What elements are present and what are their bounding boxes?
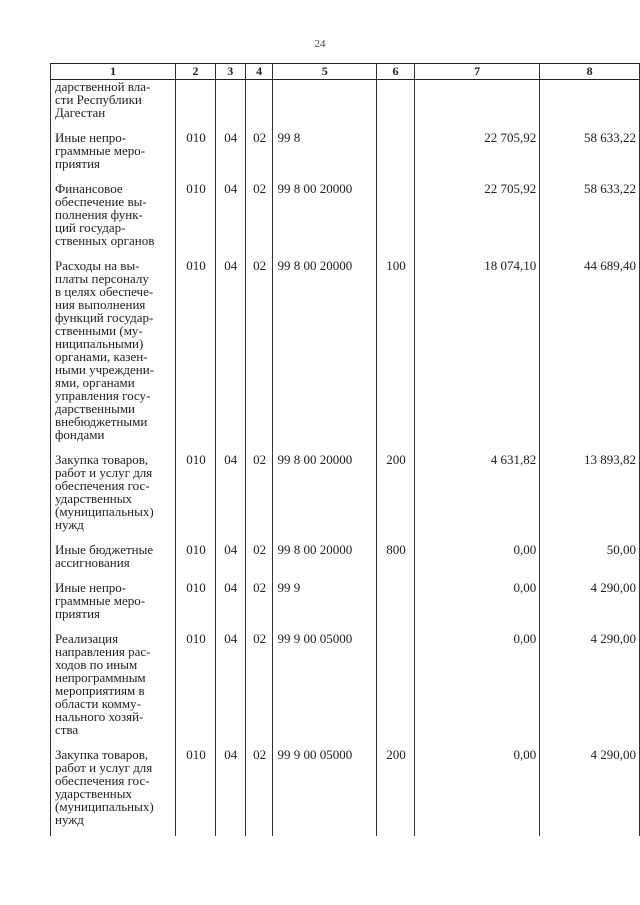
expense-name-cell	[51, 170, 176, 247]
col-target-article: 99 8 00 20000	[273, 441, 377, 531]
expense-name-line: обеспечение вы-	[55, 194, 147, 209]
col-amount-8: 50,00	[540, 531, 640, 569]
col-expense-type	[377, 620, 415, 736]
expense-name-line: ций государ-	[55, 220, 126, 235]
expense-name-line: работ и услуг для	[55, 760, 153, 775]
col-amount-7: 4 631,82	[414, 441, 539, 531]
expense-name-line: приятия	[55, 156, 101, 171]
expense-name-line: функций государ-	[55, 310, 154, 325]
col-section: 010	[176, 441, 215, 531]
expense-name-line: сти Республики	[55, 92, 142, 107]
expense-name-line: дарственными	[55, 401, 135, 416]
expense-name-line: ственных органов	[55, 233, 155, 248]
col-expense-type: 200	[377, 441, 415, 531]
col-amount-7	[414, 80, 539, 120]
col-item: 02	[245, 569, 273, 620]
col-amount-8: 44 689,40	[540, 247, 640, 441]
col-amount-7: 0,00	[414, 620, 539, 736]
col-target-article: 99 9	[273, 569, 377, 620]
budget-table	[50, 63, 640, 836]
expense-name-line: внебюджетными	[55, 414, 148, 429]
table-row	[51, 620, 640, 736]
expense-name-line: в целях обеспече-	[55, 284, 154, 299]
header-row	[51, 64, 640, 80]
table-row	[51, 736, 640, 836]
expense-name-line: ями, органами	[55, 375, 135, 390]
col-target-article: 99 8 00 20000	[273, 247, 377, 441]
col-subsection: 04	[215, 531, 245, 569]
col-amount-7: 18 074,10	[414, 247, 539, 441]
col-section: 010	[176, 247, 215, 441]
col-amount-8: 13 893,82	[540, 441, 640, 531]
expense-name-line: платы персоналу	[55, 271, 149, 286]
col-target-article: 99 8 00 20000	[273, 170, 377, 247]
col-expense-type: 800	[377, 531, 415, 569]
table-row	[51, 441, 640, 531]
col-amount-7: 0,00	[414, 569, 539, 620]
expense-name-line: Закупка товаров,	[55, 452, 149, 467]
col-amount-7: 0,00	[414, 736, 539, 836]
col-amount-8: 58 633,22	[540, 119, 640, 170]
expense-name-line: граммные меро-	[55, 143, 146, 158]
expense-name-line: Дагестан	[55, 105, 106, 120]
expense-name-line: фондами	[55, 427, 105, 442]
expense-name-line: Иные непро-	[55, 580, 127, 595]
header-col-3: 3	[215, 64, 245, 80]
expense-name-line: непрограммным	[55, 670, 146, 685]
table-row	[51, 119, 640, 170]
col-expense-type	[377, 569, 415, 620]
expense-name-line: (муниципальных)	[55, 799, 154, 814]
expense-name-line: управления госу-	[55, 388, 151, 403]
expense-name-cell	[51, 736, 176, 836]
expense-name-line: ства	[55, 722, 79, 737]
expense-name-cell	[51, 80, 176, 120]
expense-name-cell	[51, 441, 176, 531]
table-row	[51, 170, 640, 247]
expense-name-line: области комму-	[55, 696, 141, 711]
header-col-8: 8	[540, 64, 640, 80]
table-row	[51, 247, 640, 441]
expense-name-cell	[51, 569, 176, 620]
header-col-2: 2	[176, 64, 215, 80]
expense-name-cell	[51, 531, 176, 569]
col-expense-type	[377, 170, 415, 247]
col-expense-type: 200	[377, 736, 415, 836]
col-section	[176, 80, 215, 120]
expense-name-line: Иные бюджетные	[55, 542, 154, 557]
col-subsection: 04	[215, 441, 245, 531]
col-target-article: 99 9 00 05000	[273, 620, 377, 736]
table-row	[51, 569, 640, 620]
col-amount-8: 58 633,22	[540, 170, 640, 247]
col-subsection: 04	[215, 119, 245, 170]
expense-name-line: ными учреждени-	[55, 362, 155, 377]
col-item: 02	[245, 441, 273, 531]
expense-name-line: нального хозяй-	[55, 709, 144, 724]
header-col-7: 7	[414, 64, 539, 80]
expense-name-cell	[51, 620, 176, 736]
col-target-article: 99 8	[273, 119, 377, 170]
page-number: 24	[314, 38, 326, 50]
expense-name-line: полнения функ-	[55, 207, 143, 222]
col-section: 010	[176, 569, 215, 620]
col-item: 02	[245, 531, 273, 569]
col-amount-8: 4 290,00	[540, 736, 640, 836]
col-subsection: 04	[215, 736, 245, 836]
col-section: 010	[176, 620, 215, 736]
col-expense-type	[377, 80, 415, 120]
header-col-5: 5	[273, 64, 377, 80]
expense-name-line: Закупка товаров,	[55, 747, 149, 762]
col-subsection: 04	[215, 247, 245, 441]
col-section: 010	[176, 119, 215, 170]
col-target-article	[273, 80, 377, 120]
expense-name-line: ударственных	[55, 491, 132, 506]
expense-name-line: нужд	[55, 517, 84, 532]
expense-name-line: ниципальными)	[55, 336, 144, 351]
expense-name-line: ударственных	[55, 786, 132, 801]
col-item: 02	[245, 119, 273, 170]
col-item: 02	[245, 247, 273, 441]
col-expense-type: 100	[377, 247, 415, 441]
col-expense-type	[377, 119, 415, 170]
expense-name-line: обеспечения гос-	[55, 478, 150, 493]
col-amount-8: 4 290,00	[540, 620, 640, 736]
expense-name-line: граммные меро-	[55, 593, 146, 608]
col-amount-8	[540, 80, 640, 120]
expense-name-line: органами, казен-	[55, 349, 148, 364]
col-target-article: 99 9 00 05000	[273, 736, 377, 836]
col-subsection: 04	[215, 170, 245, 247]
col-amount-7: 22 705,92	[414, 170, 539, 247]
expense-name-line: Расходы на вы-	[55, 258, 140, 273]
col-subsection	[215, 80, 245, 120]
expense-name-line: ния выполнения	[55, 297, 146, 312]
header-col-1: 1	[51, 64, 176, 80]
col-amount-7: 0,00	[414, 531, 539, 569]
table-row	[51, 80, 640, 120]
col-subsection: 04	[215, 569, 245, 620]
expense-name-cell	[51, 247, 176, 441]
expense-name-line: мероприятиям в	[55, 683, 145, 698]
col-item	[245, 80, 273, 120]
expense-name-line: нужд	[55, 812, 84, 827]
expense-name-line: направления рас-	[55, 644, 151, 659]
expense-name-cell	[51, 119, 176, 170]
col-item: 02	[245, 170, 273, 247]
col-amount-8: 4 290,00	[540, 569, 640, 620]
col-section: 010	[176, 736, 215, 836]
expense-name-line: работ и услуг для	[55, 465, 153, 480]
expense-name-line: (муниципальных)	[55, 504, 154, 519]
expense-name-line: Финансовое	[55, 181, 123, 196]
col-amount-7: 22 705,92	[414, 119, 539, 170]
expense-name-line: Реализация	[55, 631, 119, 646]
table-row	[51, 531, 640, 569]
expense-name-line: ходов по иным	[55, 657, 138, 672]
expense-name-line: дарственной вла-	[55, 79, 151, 94]
col-subsection: 04	[215, 620, 245, 736]
col-section: 010	[176, 531, 215, 569]
expense-name-line: Иные непро-	[55, 130, 127, 145]
col-section: 010	[176, 170, 215, 247]
col-target-article: 99 8 00 20000	[273, 531, 377, 569]
expense-name-line: обеспечения гос-	[55, 773, 150, 788]
expense-name-line: ственными (му-	[55, 323, 143, 338]
col-item: 02	[245, 736, 273, 836]
header-col-6: 6	[377, 64, 415, 80]
expense-name-line: ассигнования	[55, 555, 130, 570]
expense-name-line: приятия	[55, 606, 101, 621]
table-body	[51, 80, 640, 837]
col-item: 02	[245, 620, 273, 736]
header-col-4: 4	[245, 64, 273, 80]
